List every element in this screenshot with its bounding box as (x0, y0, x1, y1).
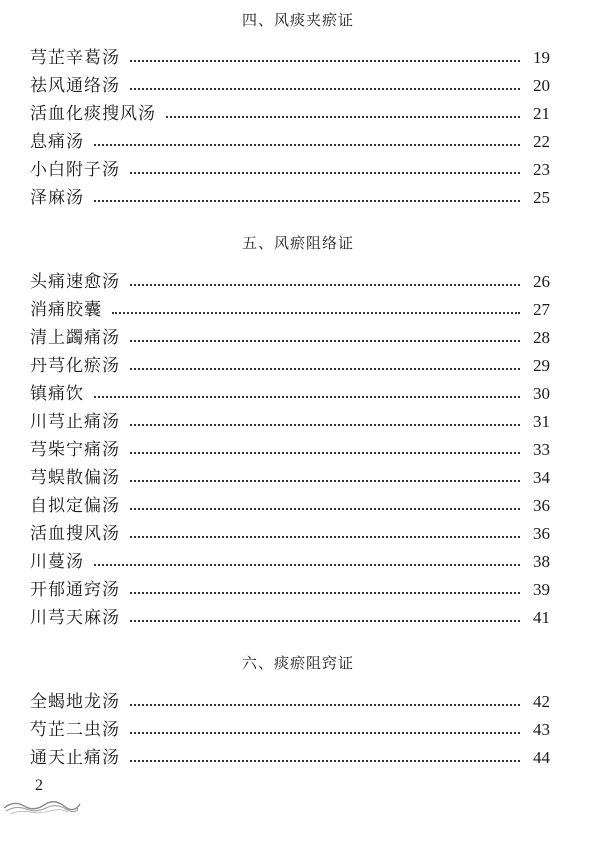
toc-entry[interactable] (30, 548, 550, 576)
section-heading: 四、风痰夹瘀证 (241, 11, 354, 29)
page-number: 2 (35, 777, 43, 794)
toc-entry[interactable] (30, 128, 550, 156)
dot-leader (130, 508, 520, 510)
entry-page-number: 42 (533, 692, 550, 711)
toc-entry[interactable] (30, 380, 550, 408)
dot-leader (130, 424, 520, 426)
dot-leader (94, 144, 520, 146)
dot-leader (130, 536, 520, 538)
toc-entry[interactable] (30, 268, 550, 296)
toc-entry[interactable] (30, 576, 550, 604)
entry-page-number: 36 (533, 496, 550, 515)
entry-page-number: 19 (533, 48, 550, 67)
entry-title: 镇痛饮 (30, 384, 84, 404)
toc-entry[interactable] (30, 492, 550, 520)
dot-leader (94, 564, 520, 566)
entry-page-number: 38 (533, 552, 550, 571)
entry-title: 全蝎地龙汤 (30, 692, 120, 712)
entry-title: 自拟定偏汤 (30, 496, 120, 516)
entry-title: 泽麻汤 (30, 188, 84, 208)
toc-entry[interactable] (30, 436, 550, 464)
toc-entry[interactable] (30, 716, 550, 744)
dot-leader (130, 732, 520, 734)
entry-page-number: 28 (533, 328, 550, 347)
dot-leader (166, 116, 520, 118)
dot-leader (130, 620, 520, 622)
entry-title: 丹芎化瘀汤 (30, 356, 120, 376)
entry-page-number: 20 (533, 76, 550, 95)
dot-leader (130, 88, 520, 90)
entry-title: 芎芷辛葛汤 (30, 48, 120, 68)
entry-title: 通天止痛汤 (30, 748, 120, 768)
entry-page-number: 44 (533, 748, 550, 767)
dot-leader (130, 284, 520, 286)
dot-leader (130, 592, 520, 594)
entry-page-number: 29 (533, 356, 550, 375)
entry-title: 活血化痰搜风汤 (30, 104, 156, 124)
toc-entry[interactable] (30, 184, 550, 212)
toc-entry[interactable] (30, 464, 550, 492)
dot-leader (130, 60, 520, 62)
toc-entry[interactable] (30, 156, 550, 184)
dot-leader (94, 200, 520, 202)
entry-title: 川芎天麻汤 (30, 608, 120, 628)
entry-title: 活血搜风汤 (30, 524, 120, 544)
toc-entry[interactable] (30, 604, 550, 632)
dot-leader (130, 340, 520, 342)
dot-leader (94, 396, 520, 398)
entry-title: 息痛汤 (30, 132, 84, 152)
entry-page-number: 21 (533, 104, 550, 123)
toc-entry[interactable] (30, 296, 550, 324)
section-heading: 五、风瘀阻络证 (241, 234, 354, 252)
dot-leader (130, 760, 520, 762)
dot-leader (130, 704, 520, 706)
entry-page-number: 30 (533, 384, 550, 403)
toc-entry[interactable] (30, 324, 550, 352)
entry-page-number: 39 (533, 580, 550, 599)
entry-page-number: 26 (533, 272, 550, 291)
entry-title: 川蔓汤 (30, 552, 84, 572)
toc-entry[interactable] (30, 100, 550, 128)
entry-page-number: 23 (533, 160, 550, 179)
entry-page-number: 41 (533, 608, 550, 627)
toc-entry[interactable] (30, 520, 550, 548)
dot-leader (130, 368, 520, 370)
entry-page-number: 34 (533, 468, 550, 487)
entry-title: 清上蠲痛汤 (30, 328, 120, 348)
toc-entry[interactable] (30, 688, 550, 716)
entry-title: 头痛速愈汤 (30, 272, 120, 292)
entry-title: 小白附子汤 (30, 160, 120, 180)
entry-page-number: 22 (533, 132, 550, 151)
entry-title: 消痛胶囊 (30, 300, 102, 320)
entry-page-number: 33 (533, 440, 550, 459)
entry-page-number: 31 (533, 412, 550, 431)
entry-title: 芎柴宁痛汤 (30, 440, 120, 460)
dot-leader (130, 172, 520, 174)
section-heading: 六、痰瘀阻窍证 (241, 654, 354, 672)
entry-page-number: 43 (533, 720, 550, 739)
toc-entry[interactable] (30, 352, 550, 380)
entry-title: 芎蜈散偏汤 (30, 468, 120, 488)
entry-title: 开郁通窍汤 (30, 580, 120, 600)
toc-entry[interactable] (30, 408, 550, 436)
entry-page-number: 36 (533, 524, 550, 543)
dot-leader (112, 312, 520, 314)
dot-leader (130, 480, 520, 482)
toc-entry[interactable] (30, 72, 550, 100)
entry-title: 祛风通络汤 (30, 76, 120, 96)
entry-title: 川芎止痛汤 (30, 412, 120, 432)
entry-title: 芍芷二虫汤 (30, 720, 120, 740)
toc-entry[interactable] (30, 744, 550, 772)
entry-page-number: 27 (533, 300, 550, 319)
wave-ornament-icon (2, 796, 82, 816)
toc-entry[interactable] (30, 44, 550, 72)
entry-page-number: 25 (533, 188, 550, 207)
dot-leader (130, 452, 520, 454)
